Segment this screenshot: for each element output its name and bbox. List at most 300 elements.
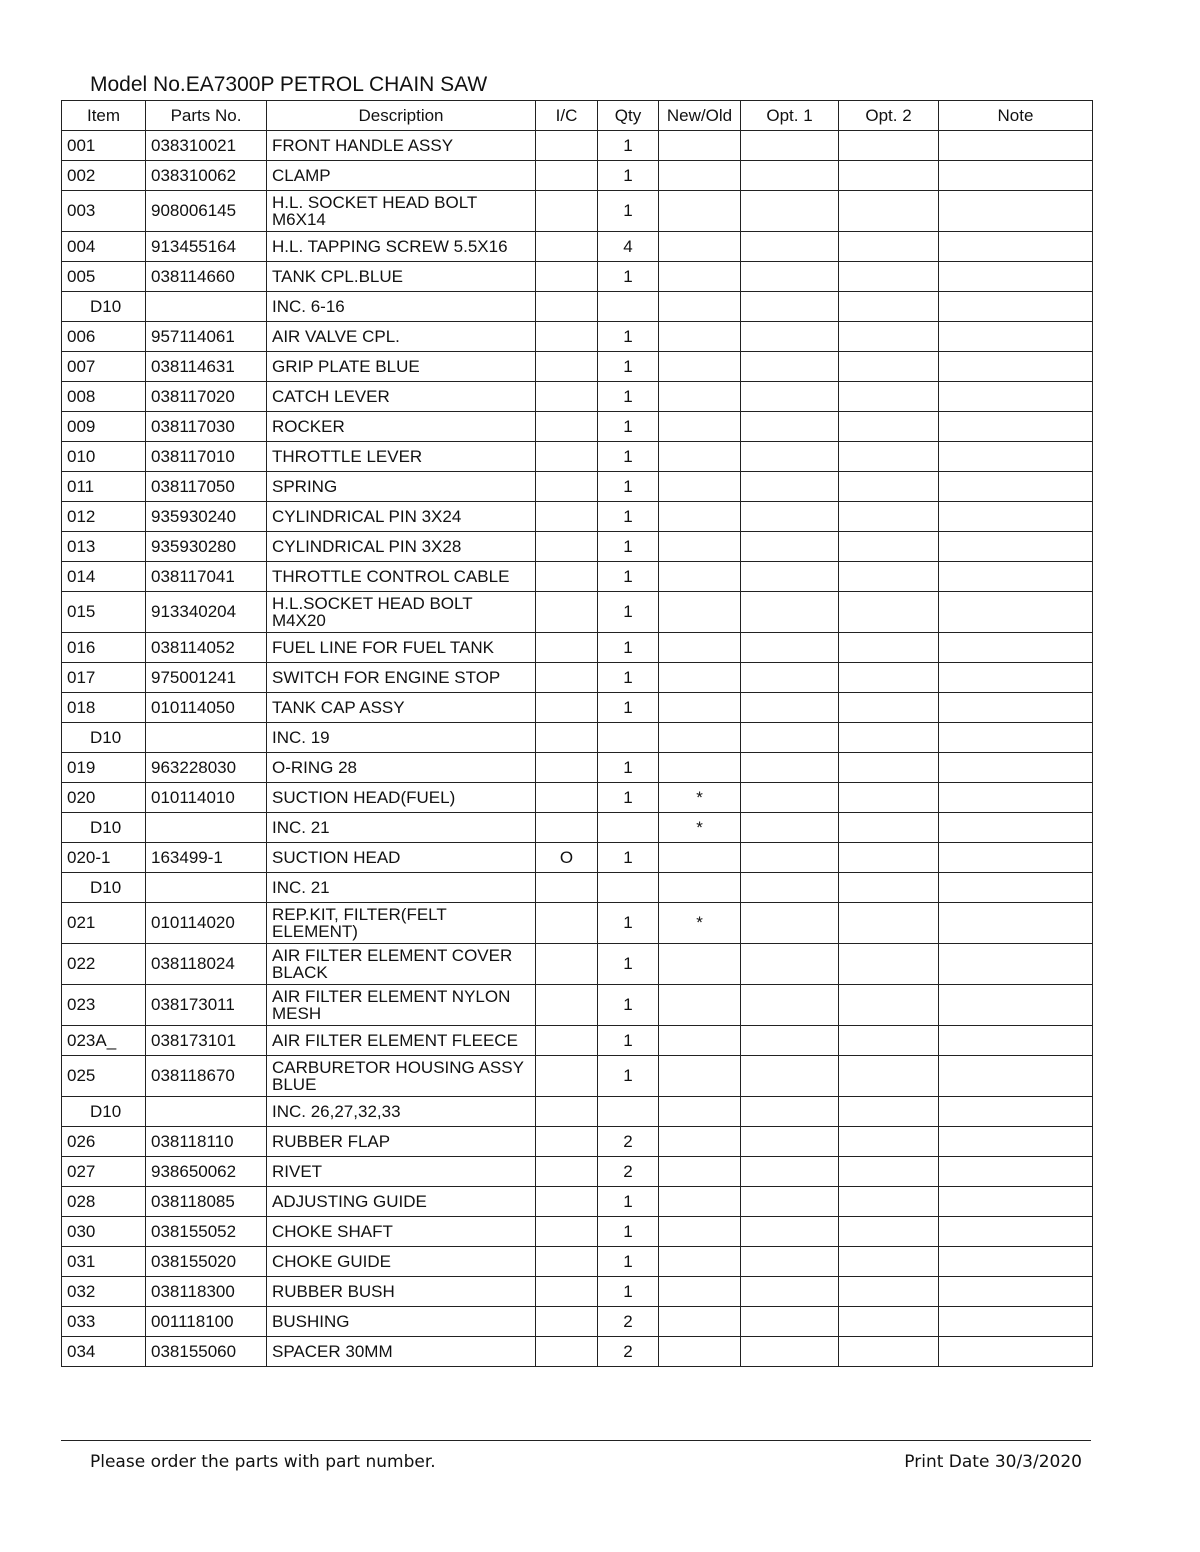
description-cell: CARBURETOR HOUSING ASSY BLUE — [267, 1056, 536, 1097]
ic-cell — [536, 944, 598, 985]
opt-2-cell — [839, 502, 939, 532]
column-header-note: Note — [939, 101, 1093, 131]
description-cell: SPRING — [267, 472, 536, 502]
note-cell — [939, 262, 1093, 292]
opt-2-cell — [839, 783, 939, 813]
new-old-cell — [659, 502, 741, 532]
new-old-cell — [659, 1157, 741, 1187]
parts-no-cell: 038155052 — [146, 1217, 267, 1247]
ic-cell — [536, 532, 598, 562]
qty-cell: 1 — [598, 1217, 659, 1247]
new-old-cell — [659, 562, 741, 592]
opt-1-cell — [741, 232, 839, 262]
opt-2-cell — [839, 562, 939, 592]
description-cell: THROTTLE CONTROL CABLE — [267, 562, 536, 592]
table-row — [62, 1217, 1093, 1247]
item-cell: 010 — [62, 442, 146, 472]
item-cell: 033 — [62, 1307, 146, 1337]
ic-cell — [536, 903, 598, 944]
qty-cell — [598, 292, 659, 322]
parts-no-cell: 975001241 — [146, 663, 267, 693]
item-cell: 001 — [62, 131, 146, 161]
new-old-cell — [659, 292, 741, 322]
new-old-cell — [659, 1307, 741, 1337]
new-old-cell — [659, 873, 741, 903]
note-cell — [939, 843, 1093, 873]
ic-cell — [536, 131, 598, 161]
parts-no-cell — [146, 1097, 267, 1127]
ic-cell — [536, 1127, 598, 1157]
table-row — [62, 693, 1093, 723]
description-cell: CHOKE SHAFT — [267, 1217, 536, 1247]
page-title: Model No.EA7300P PETROL CHAIN SAW — [90, 73, 488, 96]
parts-no-cell: 010114050 — [146, 693, 267, 723]
parts-no-cell: 935930280 — [146, 532, 267, 562]
new-old-cell — [659, 472, 741, 502]
column-header-item: Item — [62, 101, 146, 131]
item-cell: 006 — [62, 322, 146, 352]
opt-2-cell — [839, 592, 939, 633]
note-cell — [939, 813, 1093, 843]
parts-no-cell: 010114010 — [146, 783, 267, 813]
opt-1-cell — [741, 292, 839, 322]
table-row — [62, 1277, 1093, 1307]
opt-1-cell — [741, 633, 839, 663]
table-row — [62, 1056, 1093, 1097]
parts-no-cell — [146, 813, 267, 843]
description-cell: SPACER 30MM — [267, 1337, 536, 1367]
opt-1-cell — [741, 1056, 839, 1097]
item-cell: D10 — [62, 813, 146, 843]
opt-2-cell — [839, 985, 939, 1026]
opt-1-cell — [741, 472, 839, 502]
parts-no-cell: 038118110 — [146, 1127, 267, 1157]
item-cell: 014 — [62, 562, 146, 592]
column-header-description: Description — [267, 101, 536, 131]
table-row — [62, 412, 1093, 442]
new-old-cell — [659, 1187, 741, 1217]
new-old-cell — [659, 532, 741, 562]
table-row — [62, 944, 1093, 985]
table-body — [62, 131, 1093, 1367]
note-cell — [939, 783, 1093, 813]
ic-cell — [536, 442, 598, 472]
opt-2-cell — [839, 1187, 939, 1217]
description-cell: INC. 21 — [267, 813, 536, 843]
item-cell: 016 — [62, 633, 146, 663]
opt-2-cell — [839, 944, 939, 985]
ic-cell — [536, 1247, 598, 1277]
opt-2-cell — [839, 1026, 939, 1056]
description-cell: H.L. SOCKET HEAD BOLT M6X14 — [267, 191, 536, 232]
opt-2-cell — [839, 1097, 939, 1127]
new-old-cell — [659, 131, 741, 161]
new-old-cell — [659, 633, 741, 663]
description-cell: AIR VALVE CPL. — [267, 322, 536, 352]
table-row — [62, 352, 1093, 382]
new-old-cell: * — [659, 813, 741, 843]
description-cell: ROCKER — [267, 412, 536, 442]
new-old-cell — [659, 1127, 741, 1157]
new-old-cell — [659, 1097, 741, 1127]
opt-2-cell — [839, 532, 939, 562]
opt-1-cell — [741, 1097, 839, 1127]
parts-no-cell: 038117041 — [146, 562, 267, 592]
item-cell: 002 — [62, 161, 146, 191]
table-row — [62, 442, 1093, 472]
parts-no-cell: 163499-1 — [146, 843, 267, 873]
item-cell: D10 — [62, 292, 146, 322]
note-cell — [939, 532, 1093, 562]
opt-2-cell — [839, 1247, 939, 1277]
qty-cell: 1 — [598, 442, 659, 472]
opt-2-cell — [839, 753, 939, 783]
qty-cell: 1 — [598, 944, 659, 985]
opt-1-cell — [741, 1217, 839, 1247]
description-cell: SWITCH FOR ENGINE STOP — [267, 663, 536, 693]
note-cell — [939, 382, 1093, 412]
new-old-cell — [659, 663, 741, 693]
ic-cell — [536, 382, 598, 412]
new-old-cell — [659, 1277, 741, 1307]
description-cell: TANK CPL.BLUE — [267, 262, 536, 292]
opt-2-cell — [839, 322, 939, 352]
new-old-cell — [659, 592, 741, 633]
opt-2-cell — [839, 161, 939, 191]
item-cell: 011 — [62, 472, 146, 502]
table-row — [62, 322, 1093, 352]
opt-2-cell — [839, 1056, 939, 1097]
qty-cell: 1 — [598, 903, 659, 944]
ic-cell — [536, 633, 598, 663]
qty-cell: 1 — [598, 352, 659, 382]
new-old-cell — [659, 723, 741, 753]
table-row — [62, 1026, 1093, 1056]
ic-cell — [536, 1187, 598, 1217]
description-cell: RIVET — [267, 1157, 536, 1187]
qty-cell: 2 — [598, 1127, 659, 1157]
ic-cell — [536, 1277, 598, 1307]
qty-cell: 1 — [598, 412, 659, 442]
opt-2-cell — [839, 1337, 939, 1367]
parts-no-cell: 038114631 — [146, 352, 267, 382]
note-cell — [939, 663, 1093, 693]
new-old-cell — [659, 693, 741, 723]
ic-cell — [536, 412, 598, 442]
note-cell — [939, 131, 1093, 161]
note-cell — [939, 1097, 1093, 1127]
parts-table — [61, 100, 1093, 1367]
opt-1-cell — [741, 382, 839, 412]
qty-cell: 1 — [598, 502, 659, 532]
ic-cell — [536, 1056, 598, 1097]
note-cell — [939, 1217, 1093, 1247]
table-row — [62, 382, 1093, 412]
new-old-cell — [659, 382, 741, 412]
qty-cell: 1 — [598, 1187, 659, 1217]
parts-no-cell: 038118085 — [146, 1187, 267, 1217]
column-header-opt-2: Opt. 2 — [839, 101, 939, 131]
item-cell: 009 — [62, 412, 146, 442]
description-cell: AIR FILTER ELEMENT FLEECE — [267, 1026, 536, 1056]
qty-cell — [598, 873, 659, 903]
description-cell: H.L.SOCKET HEAD BOLT M4X20 — [267, 592, 536, 633]
parts-no-cell: 038155020 — [146, 1247, 267, 1277]
opt-2-cell — [839, 191, 939, 232]
qty-cell: 1 — [598, 753, 659, 783]
item-cell: 020-1 — [62, 843, 146, 873]
opt-2-cell — [839, 352, 939, 382]
opt-1-cell — [741, 131, 839, 161]
opt-1-cell — [741, 985, 839, 1026]
qty-cell — [598, 1097, 659, 1127]
note-cell — [939, 292, 1093, 322]
item-cell: 007 — [62, 352, 146, 382]
ic-cell — [536, 232, 598, 262]
new-old-cell — [659, 191, 741, 232]
item-cell: 023 — [62, 985, 146, 1026]
description-cell: RUBBER BUSH — [267, 1277, 536, 1307]
table-row — [62, 663, 1093, 693]
table-row — [62, 562, 1093, 592]
note-cell — [939, 442, 1093, 472]
item-cell: 012 — [62, 502, 146, 532]
qty-cell: 1 — [598, 532, 659, 562]
note-cell — [939, 903, 1093, 944]
description-cell: ADJUSTING GUIDE — [267, 1187, 536, 1217]
table-row — [62, 1127, 1093, 1157]
note-cell — [939, 592, 1093, 633]
ic-cell — [536, 1097, 598, 1127]
item-cell: 017 — [62, 663, 146, 693]
opt-1-cell — [741, 783, 839, 813]
description-cell: GRIP PLATE BLUE — [267, 352, 536, 382]
opt-1-cell — [741, 693, 839, 723]
qty-cell: 1 — [598, 783, 659, 813]
parts-no-cell: 935930240 — [146, 502, 267, 532]
new-old-cell — [659, 1026, 741, 1056]
qty-cell: 1 — [598, 693, 659, 723]
ic-cell — [536, 592, 598, 633]
column-header-ic: I/C — [536, 101, 598, 131]
description-cell: CATCH LEVER — [267, 382, 536, 412]
qty-cell — [598, 723, 659, 753]
opt-1-cell — [741, 191, 839, 232]
table-row — [62, 161, 1093, 191]
opt-1-cell — [741, 1187, 839, 1217]
description-cell: REP.KIT, FILTER(FELT ELEMENT) — [267, 903, 536, 944]
parts-no-cell: 038118300 — [146, 1277, 267, 1307]
opt-1-cell — [741, 873, 839, 903]
opt-1-cell — [741, 262, 839, 292]
description-cell: H.L. TAPPING SCREW 5.5X16 — [267, 232, 536, 262]
parts-no-cell: 038118670 — [146, 1056, 267, 1097]
ic-cell — [536, 262, 598, 292]
note-cell — [939, 352, 1093, 382]
parts-no-cell: 038173101 — [146, 1026, 267, 1056]
opt-1-cell — [741, 843, 839, 873]
description-cell: FUEL LINE FOR FUEL TANK — [267, 633, 536, 663]
item-cell: D10 — [62, 1097, 146, 1127]
opt-2-cell — [839, 663, 939, 693]
table-row — [62, 753, 1093, 783]
note-cell — [939, 502, 1093, 532]
parts-no-cell: 001118100 — [146, 1307, 267, 1337]
description-cell: INC. 21 — [267, 873, 536, 903]
ic-cell — [536, 873, 598, 903]
parts-no-cell: 010114020 — [146, 903, 267, 944]
table-row — [62, 1337, 1093, 1367]
item-cell: 015 — [62, 592, 146, 633]
ic-cell — [536, 1026, 598, 1056]
description-cell: CYLINDRICAL PIN 3X24 — [267, 502, 536, 532]
new-old-cell: * — [659, 783, 741, 813]
table-row — [62, 633, 1093, 663]
parts-no-cell — [146, 723, 267, 753]
opt-2-cell — [839, 292, 939, 322]
column-header-qty: Qty — [598, 101, 659, 131]
item-cell: 018 — [62, 693, 146, 723]
print-date: Print Date 30/3/2020 — [904, 1452, 1082, 1472]
qty-cell: 1 — [598, 191, 659, 232]
opt-2-cell — [839, 693, 939, 723]
parts-no-cell: 038117020 — [146, 382, 267, 412]
new-old-cell — [659, 843, 741, 873]
qty-cell: 1 — [598, 262, 659, 292]
opt-1-cell — [741, 1337, 839, 1367]
table-row — [62, 502, 1093, 532]
table-header-row — [62, 101, 1093, 131]
item-cell: 005 — [62, 262, 146, 292]
description-cell: BUSHING — [267, 1307, 536, 1337]
opt-1-cell — [741, 813, 839, 843]
note-cell — [939, 693, 1093, 723]
item-cell: 021 — [62, 903, 146, 944]
new-old-cell — [659, 753, 741, 783]
item-cell: 034 — [62, 1337, 146, 1367]
qty-cell: 1 — [598, 843, 659, 873]
item-cell: 026 — [62, 1127, 146, 1157]
opt-1-cell — [741, 502, 839, 532]
ic-cell — [536, 813, 598, 843]
parts-no-cell — [146, 292, 267, 322]
item-cell: 004 — [62, 232, 146, 262]
note-cell — [939, 1127, 1093, 1157]
qty-cell: 2 — [598, 1337, 659, 1367]
opt-2-cell — [839, 1277, 939, 1307]
opt-1-cell — [741, 1307, 839, 1337]
note-cell — [939, 1337, 1093, 1367]
item-cell: 008 — [62, 382, 146, 412]
opt-1-cell — [741, 352, 839, 382]
table-row — [62, 131, 1093, 161]
column-header-opt-1: Opt. 1 — [741, 101, 839, 131]
opt-2-cell — [839, 382, 939, 412]
ic-cell — [536, 985, 598, 1026]
ic-cell — [536, 161, 598, 191]
note-cell — [939, 472, 1093, 502]
opt-2-cell — [839, 1157, 939, 1187]
ic-cell — [536, 1217, 598, 1247]
ic-cell — [536, 1337, 598, 1367]
ic-cell — [536, 322, 598, 352]
new-old-cell — [659, 1337, 741, 1367]
qty-cell: 2 — [598, 1157, 659, 1187]
item-cell: D10 — [62, 723, 146, 753]
note-cell — [939, 633, 1093, 663]
note-cell — [939, 161, 1093, 191]
table-row — [62, 472, 1093, 502]
opt-1-cell — [741, 322, 839, 352]
opt-2-cell — [839, 1217, 939, 1247]
qty-cell: 1 — [598, 472, 659, 502]
item-cell: D10 — [62, 873, 146, 903]
column-header-parts-no: Parts No. — [146, 101, 267, 131]
note-cell — [939, 1056, 1093, 1097]
note-cell — [939, 322, 1093, 352]
description-cell: THROTTLE LEVER — [267, 442, 536, 472]
ic-cell — [536, 1157, 598, 1187]
table-row — [62, 232, 1093, 262]
item-cell: 028 — [62, 1187, 146, 1217]
opt-2-cell — [839, 903, 939, 944]
table-row — [62, 1307, 1093, 1337]
parts-no-cell: 038117050 — [146, 472, 267, 502]
ic-cell — [536, 191, 598, 232]
parts-no-cell: 038117030 — [146, 412, 267, 442]
item-cell: 022 — [62, 944, 146, 985]
opt-2-cell — [839, 1307, 939, 1337]
opt-2-cell — [839, 633, 939, 663]
new-old-cell: * — [659, 903, 741, 944]
parts-no-cell: 963228030 — [146, 753, 267, 783]
new-old-cell — [659, 944, 741, 985]
item-cell: 030 — [62, 1217, 146, 1247]
ic-cell — [536, 753, 598, 783]
description-cell: INC. 19 — [267, 723, 536, 753]
opt-1-cell — [741, 562, 839, 592]
table-row — [62, 873, 1093, 903]
new-old-cell — [659, 442, 741, 472]
opt-1-cell — [741, 1026, 839, 1056]
qty-cell: 1 — [598, 161, 659, 191]
description-cell: INC. 26,27,32,33 — [267, 1097, 536, 1127]
ic-cell: O — [536, 843, 598, 873]
parts-no-cell: 038117010 — [146, 442, 267, 472]
order-note: Please order the parts with part number. — [90, 1452, 436, 1472]
table-row — [62, 262, 1093, 292]
table-row — [62, 843, 1093, 873]
table-row — [62, 532, 1093, 562]
opt-1-cell — [741, 1277, 839, 1307]
description-cell: O-RING 28 — [267, 753, 536, 783]
opt-2-cell — [839, 131, 939, 161]
new-old-cell — [659, 322, 741, 352]
item-cell: 023A_ — [62, 1026, 146, 1056]
ic-cell — [536, 562, 598, 592]
note-cell — [939, 191, 1093, 232]
qty-cell: 1 — [598, 1056, 659, 1097]
description-cell: CYLINDRICAL PIN 3X28 — [267, 532, 536, 562]
qty-cell: 1 — [598, 322, 659, 352]
description-cell: SUCTION HEAD(FUEL) — [267, 783, 536, 813]
note-cell — [939, 412, 1093, 442]
note-cell — [939, 723, 1093, 753]
ic-cell — [536, 693, 598, 723]
parts-no-cell: 908006145 — [146, 191, 267, 232]
opt-1-cell — [741, 412, 839, 442]
parts-no-cell: 913340204 — [146, 592, 267, 633]
